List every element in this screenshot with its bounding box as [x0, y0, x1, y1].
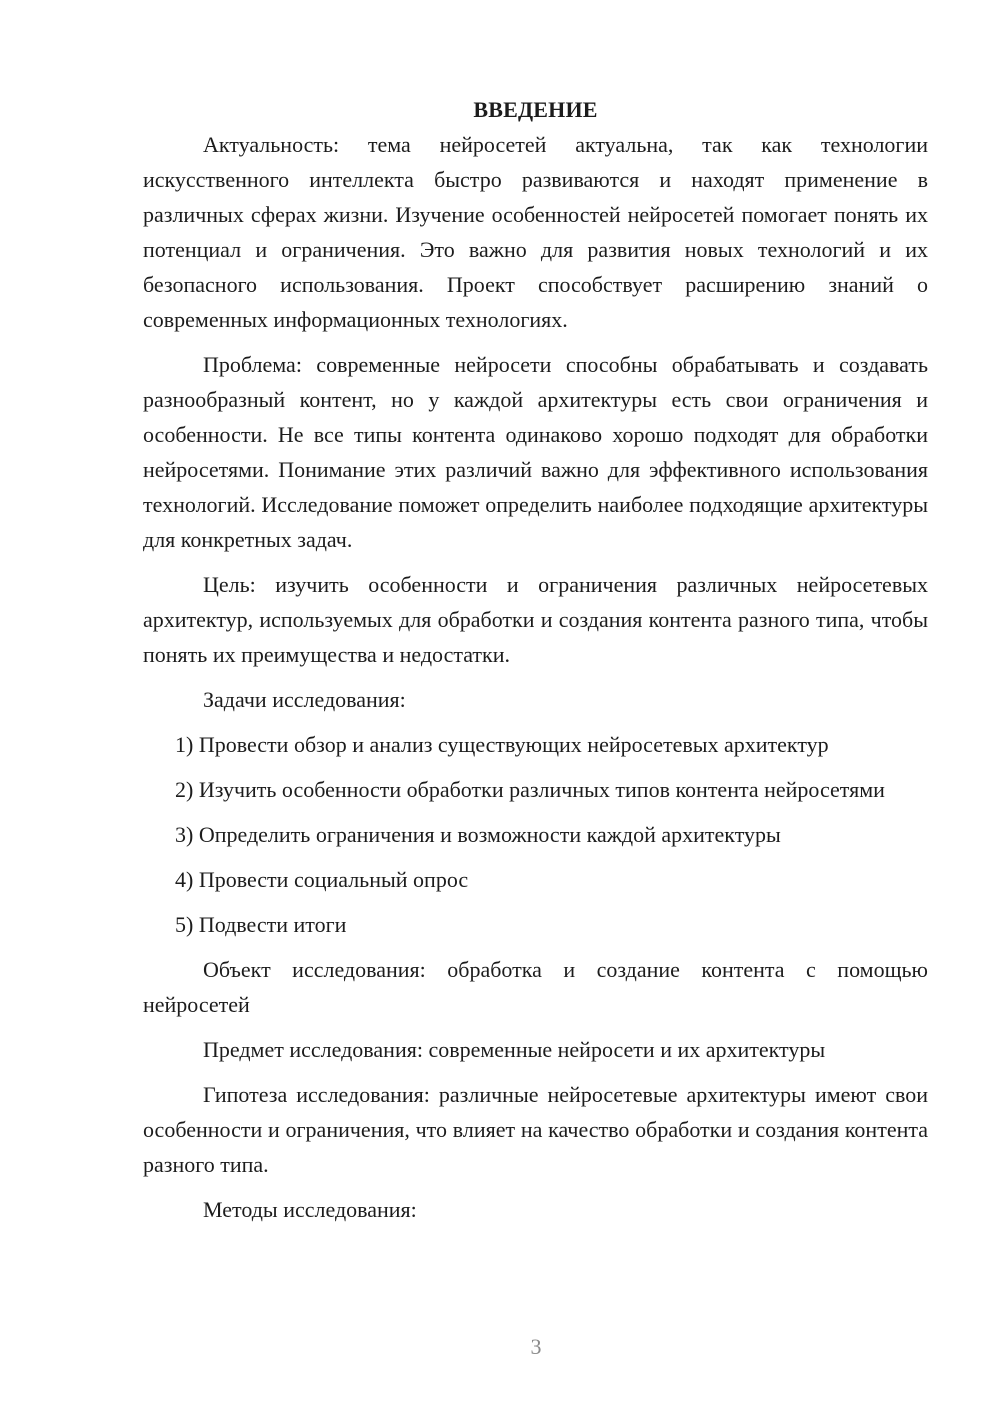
tasks-heading: Задачи исследования: — [203, 687, 406, 712]
object-paragraph: Объект исследования: обработка и создание контента с помощью нейросетей — [143, 957, 928, 1017]
task-item-2: 2) Изучить особенности обработки различных типов контента нейросетями — [175, 777, 885, 802]
task-item-5: 5) Подвести итоги — [175, 912, 347, 937]
task-item-1: 1) Провести обзор и анализ существующих нейросетевых архитектур — [175, 732, 829, 757]
goal-paragraph: Цель: изучить особенности и ограничения различных нейросетевых архитектур, используемых для обработки и создания контента разного типа, чтобы понять их преимущества и недостатки. — [143, 572, 928, 667]
page-number: 3 — [530, 1334, 542, 1359]
hypothesis-paragraph: Гипотеза исследования: различные нейросетевые архитектуры имеют свои особенности и ограничения, что влияет на качество обработки и создания контента разного типа. — [143, 1082, 928, 1177]
page-content — [143, 92, 928, 1237]
task-item-4: 4) Провести социальный опрос — [175, 867, 469, 892]
page-title: ВВЕДЕНИЕ — [473, 97, 598, 122]
subject-paragraph: Предмет исследования: современные нейросети и их архитектуры — [203, 1037, 826, 1062]
relevance-paragraph: Актуальность: тема нейросетей актуальна, так как технологии искусственного интеллекта быстро развиваются и находят применение в различных сферах жизни. Изучение особенностей нейросетей помогает понять их потенциал и ограничения. Это важно для развития новых технологий и их безопасного использования. Проект способствует расширению знаний о современных информационных технологиях. — [143, 132, 928, 332]
task-item-3: 3) Определить ограничения и возможности каждой архитектуры — [175, 822, 781, 847]
methods-heading: Методы исследования: — [203, 1197, 417, 1222]
problem-paragraph: Проблема: современные нейросети способны обрабатывать и создавать разнообразный контент, но у каждой архитектуры есть свои ограничения и особенности. Не все типы контента одинаково хорошо подходят для обработки нейросетями. Понимание этих различий важно для эффективного использования технологий. Исследование поможет определить наиболее подходящие архитектуры для конкретных задач. — [143, 352, 928, 552]
